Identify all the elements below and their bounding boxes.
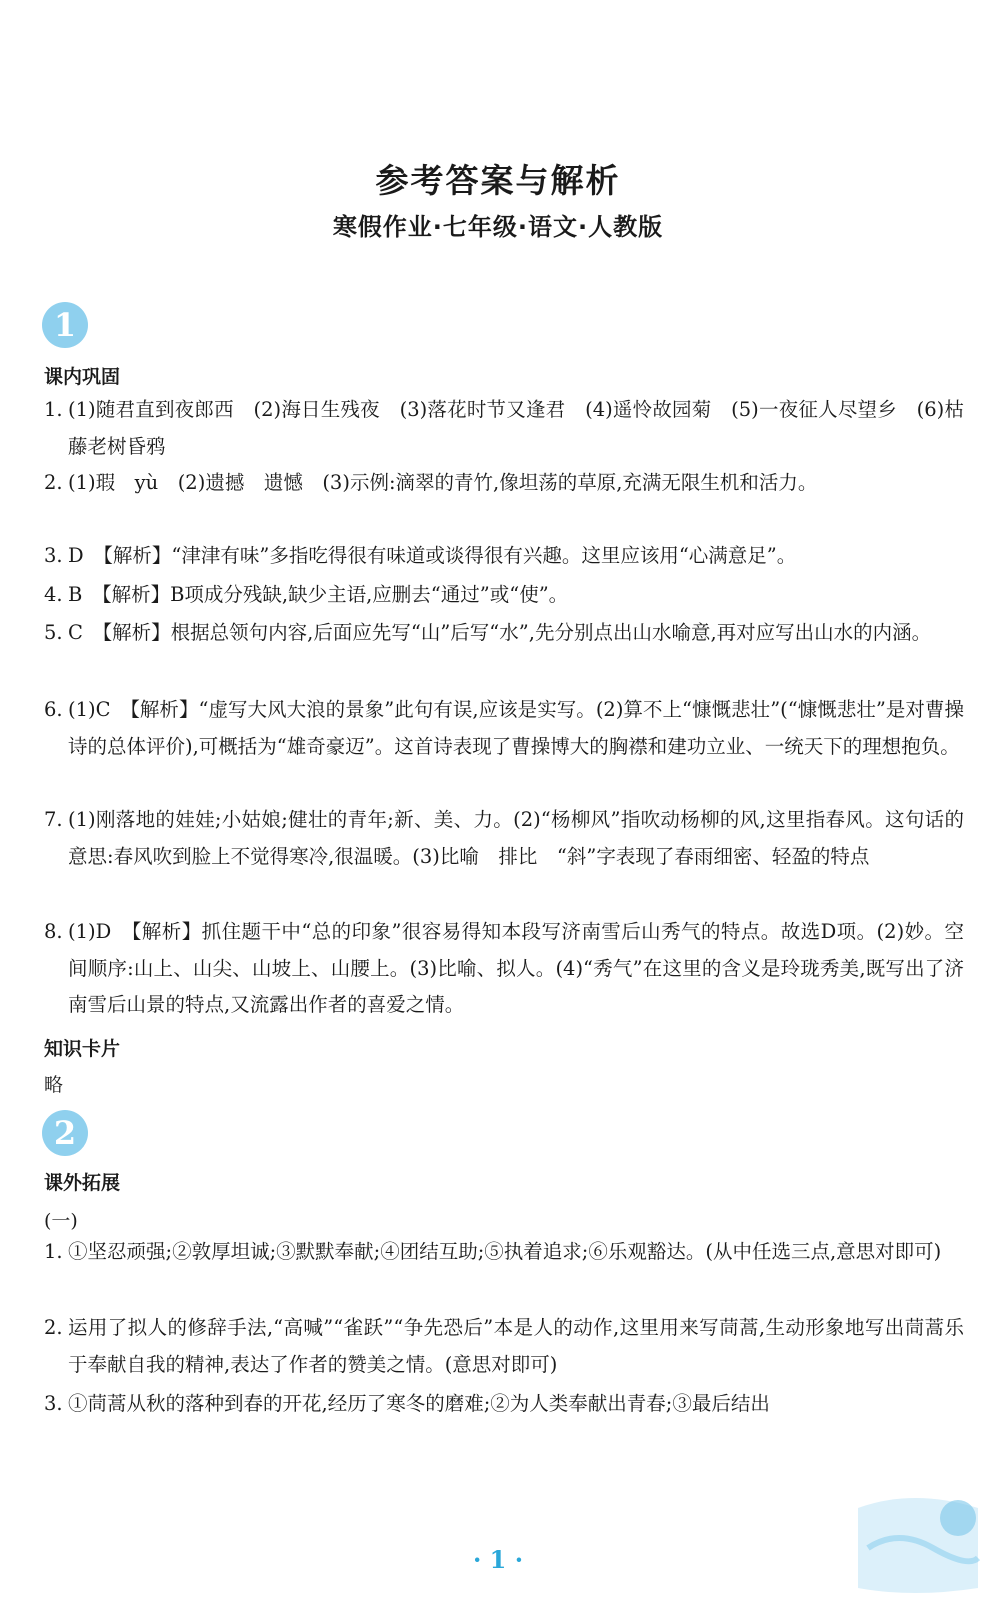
item-text: D 【解析】“津津有味”多指吃得很有味道或谈得很有兴趣。这里应该用“心满意足”。 (68, 544, 797, 567)
item-number: 1. (44, 1240, 63, 1263)
unit-badge-2: 2 (42, 1110, 88, 1156)
item-text: (1)D 【解析】抓住题干中“总的印象”很容易得知本段写济南雪后山秀气的特点。故选D项。(2)妙。空间顺序:山上、山尖、山坡上、山腰上。(3)比喻、拟人。(4)“秀气”在这里的含义是玲珑秀美,既写出了济南雪后山景的特点,又流露出作者的喜爱之情。 (68, 920, 964, 1016)
answer-item (44, 392, 964, 465)
item-number: 6. (44, 698, 63, 721)
item-number: 4. (44, 583, 63, 606)
answer-item (44, 615, 964, 652)
item-number: 3. (44, 544, 63, 567)
knowledge-card-text: 略 (44, 1074, 64, 1096)
answer-item (44, 1234, 964, 1271)
answer-item (44, 538, 964, 575)
item-text: (1)随君直到夜郎西 (2)海日生残夜 (3)落花时节又逢君 (4)遥怜故园菊 (5)一夜征人尽望乡 (6)枯藤老树昏鸦 (68, 398, 964, 458)
item-text: ①坚忍顽强;②敦厚坦诚;③默默奉献;④团结互助;⑤执着追求;⑥乐观豁达。(从中任选三点,意思对即可) (68, 1240, 942, 1263)
answer-item (44, 465, 964, 502)
page-subtitle: 寒假作业·七年级·语文·人教版 (332, 213, 664, 241)
item-text: ①茼蒿从秋的落种到春的开花,经历了寒冬的磨难;②为人类奉献出青春;③最后结出 (68, 1392, 770, 1415)
item-number: 2. (44, 1316, 63, 1339)
item-number: 8. (44, 920, 63, 943)
answer-item (44, 692, 964, 765)
item-number: 3. (44, 1392, 63, 1415)
watermark-logo (838, 1488, 988, 1598)
item-text: 运用了拟人的修辞手法,“高喊”“雀跃”“争先恐后”本是人的动作,这里用来写茼蒿,生动形象地写出茼蒿乐于奉献自我的精神,表达了作者的赞美之情。(意思对即可) (68, 1316, 964, 1376)
section-heading-knowledge-card: 知识卡片 (44, 1038, 121, 1060)
answer-item (44, 1310, 964, 1383)
item-number: 2. (44, 471, 63, 494)
answer-item (44, 577, 964, 614)
unit-badge-1: 1 (42, 302, 88, 348)
item-text: (1)C 【解析】“虚写大风大浪的景象”此句有误,应该是实写。(2)算不上“慷慨悲壮”(“慷慨悲壮”是对曹操诗的总体评价),可概括为“雄奇豪迈”。这首诗表现了曹操博大的胸襟和建功立业、一统天下的理想抱负。 (68, 698, 964, 758)
item-text: (1)刚落地的娃娃;小姑娘;健壮的青年;新、美、力。(2)“杨柳风”指吹动杨柳的风,这里指春风。这句话的意思:春风吹到脸上不觉得寒冷,很温暖。(3)比喻 排比 “斜”字表现了春雨细密、轻盈的特点 (68, 808, 964, 868)
item-text: B 【解析】B项成分残缺,缺少主语,应删去“通过”或“使”。 (68, 583, 569, 606)
item-text: C 【解析】根据总领句内容,后面应先写“山”后写“水”,先分别点出山水喻意,再对应写出山水的内涵。 (68, 621, 932, 644)
page-number: · 1 · (472, 1545, 524, 1574)
answer-item (44, 914, 964, 1024)
answer-item (44, 1386, 964, 1423)
section-heading-in-class: 课内巩固 (44, 366, 121, 388)
part-label: (一) (44, 1210, 78, 1232)
item-number: 1. (44, 398, 63, 421)
item-number: 5. (44, 621, 63, 644)
item-text: (1)瑕 yù (2)遗撼 遗憾 (3)示例:滴翠的青竹,像坦荡的草原,充满无限生机和活力。 (68, 471, 818, 494)
page-title: 参考答案与解析 (375, 161, 621, 200)
section-heading-extension: 课外拓展 (44, 1172, 121, 1194)
item-number: 7. (44, 808, 63, 831)
answer-item (44, 802, 964, 875)
